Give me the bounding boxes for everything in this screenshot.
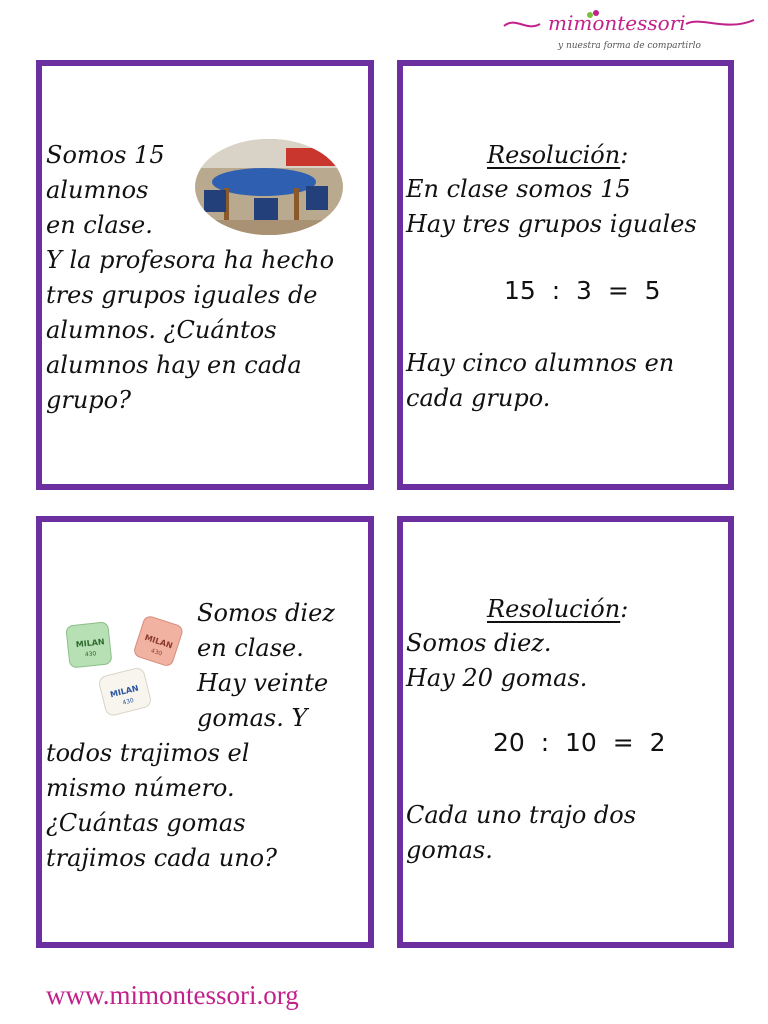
division-equation: 20 : 10 = 2 [493, 728, 666, 757]
resolution-heading: Resolución: [487, 595, 629, 623]
answer-line: Hay cinco alumnos en [406, 349, 675, 377]
logo-tagline: y nuestra forma de compartirlo [558, 41, 701, 51]
logo-wordmark: mimontessori [548, 11, 686, 35]
answer-line: Cada uno trajo dos [406, 801, 637, 829]
svg-text:MILAN: MILAN [109, 683, 140, 700]
problem-line: todos trajimos el [46, 739, 250, 767]
resolution-heading: Resolución: [487, 141, 629, 169]
problem-line: Hay veinte [197, 669, 329, 697]
problem-line: Somos 15 [46, 141, 165, 169]
problem-line: en clase. [46, 211, 153, 239]
svg-text:430: 430 [121, 696, 135, 707]
problem-line: trajimos cada uno? [46, 844, 277, 872]
svg-text:MILAN: MILAN [143, 632, 174, 651]
erasers-photo [62, 608, 188, 718]
problem-line: Somos diez [197, 599, 335, 627]
problem-line: ¿Cuántas gomas [46, 809, 246, 837]
problem-line: Y la profesora ha hecho [46, 246, 335, 274]
website-link[interactable]: www.mimontessori.org [46, 980, 299, 1010]
problem-line: mismo número. [46, 774, 235, 802]
problem-card-students [36, 60, 374, 490]
problem-line: alumnos. ¿Cuántos [46, 316, 277, 344]
problem-line: alumnos hay en cada [46, 351, 302, 379]
resolution-line: Somos diez. [406, 629, 552, 657]
svg-text:430: 430 [149, 647, 163, 658]
problem-line: grupo? [46, 386, 131, 414]
resolution-card-erasers [397, 516, 734, 948]
answer-line: gomas. [406, 836, 493, 864]
division-equation: 15 : 3 = 5 [504, 276, 661, 305]
resolution-line: Hay 20 gomas. [406, 664, 588, 692]
problem-line: tres grupos iguales de [46, 281, 318, 309]
answer-line: cada grupo. [406, 384, 551, 412]
resolution-line: En clase somos 15 [406, 175, 631, 203]
svg-text:430: 430 [84, 650, 97, 659]
problem-line: en clase. [197, 634, 304, 662]
problem-card-erasers [36, 516, 374, 948]
resolution-card-students [397, 60, 734, 490]
resolution-line: Hay tres grupos iguales [406, 210, 697, 238]
problem-line: gomas. Y [197, 704, 308, 732]
svg-text:MILAN: MILAN [75, 637, 106, 650]
problem-line: alumnos [46, 176, 149, 204]
brand-logo [496, 6, 762, 56]
